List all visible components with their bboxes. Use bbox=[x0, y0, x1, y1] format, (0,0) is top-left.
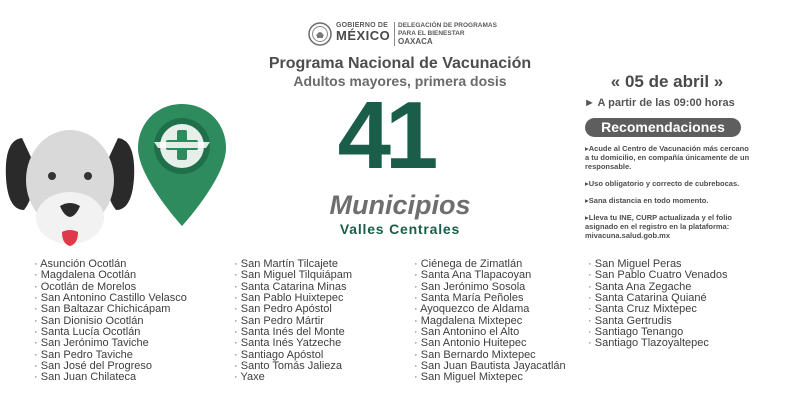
municipality-column-1 bbox=[34, 259, 187, 384]
list-item: · San Antonino Castillo Velasco bbox=[34, 293, 187, 304]
list-item: · San Dionisio Ocotlán bbox=[34, 316, 187, 327]
list-item: · San Pedro Taviche bbox=[34, 350, 187, 361]
location-pin-icon bbox=[136, 102, 228, 228]
list-item: · San Miguel Tilquiápam bbox=[234, 270, 352, 281]
list-item: · San Antonino el Alto bbox=[414, 327, 566, 338]
region-name: Valles Centrales bbox=[339, 221, 461, 237]
list-item: · Magdalena Mixtepec bbox=[414, 316, 566, 327]
program-title: Programa Nacional de Vacunación bbox=[268, 55, 532, 72]
list-item: · Asunción Ocotlán bbox=[34, 259, 187, 270]
government-logo-text bbox=[336, 22, 398, 42]
list-item: · Santa Ana Tlapacoyan bbox=[414, 270, 566, 281]
list-item: · Magdalena Ocotlán bbox=[34, 270, 187, 281]
recommendations-list bbox=[585, 144, 755, 248]
play-arrow-icon: ► bbox=[584, 97, 598, 109]
delegation-line1: DELEGACIÓN DE PROGRAMAS bbox=[398, 22, 497, 29]
recommendation-item: ▸Uso obligatorio y correcto de cubrebocas. bbox=[585, 179, 740, 188]
delegation-line3: OAXACA bbox=[398, 37, 433, 46]
list-item: · San José del Progreso bbox=[34, 361, 187, 372]
gov-big-text: MÉXICO bbox=[336, 28, 391, 43]
list-item: · Santiago Tlazoyaltepec bbox=[588, 338, 727, 349]
list-item: · San Pablo Huixtepec bbox=[234, 293, 352, 304]
list-item: · San Miguel Peras bbox=[588, 259, 727, 270]
municipality-count: 41 bbox=[337, 82, 433, 189]
list-item: · San Jerónimo Taviche bbox=[34, 338, 187, 349]
mexico-seal-icon bbox=[308, 22, 332, 46]
list-item: · San Pedro Apóstol bbox=[234, 304, 352, 315]
time-value: 09:00 horas bbox=[673, 97, 735, 109]
list-item: · Ayoquezco de Aldama bbox=[414, 304, 566, 315]
list-item: · Santa Cruz Mixtepec bbox=[588, 304, 727, 315]
list-item: · San Martín Tilcajete bbox=[234, 259, 352, 270]
list-item: · San Antonio Huitepec bbox=[414, 338, 566, 349]
time-prefix: A partir de las bbox=[597, 97, 671, 109]
recommendation-item: ▸Acude al Centro de Vacunación más cercano a tu domicilio, en compañía únicamente de un responsable. bbox=[585, 144, 750, 171]
list-item: · San Pablo Cuatro Venados bbox=[588, 270, 727, 281]
municipality-column-4 bbox=[588, 259, 727, 350]
municipality-column-3 bbox=[414, 259, 566, 384]
gov-small-text: GOBIERNO DE bbox=[336, 22, 388, 29]
list-item: · Santiago Tenango bbox=[588, 327, 727, 338]
list-item: · Santa María Peñoles bbox=[414, 293, 566, 304]
list-item: · Santa Inés Yatzeche bbox=[234, 338, 352, 349]
recommendation-item: ▸Lleva tu INE, CURP actualizada y el folio asignado en el registro en la plataforma: mivacuna.salud.gob.mx bbox=[585, 213, 732, 240]
recommendations-badge: Recomendaciones bbox=[585, 118, 741, 137]
list-item: · San Miguel Mixtepec bbox=[414, 372, 566, 383]
municipality-column-2 bbox=[234, 259, 352, 384]
municipality-label: Municipios bbox=[329, 190, 471, 220]
list-item: · Santa Catarina Minas bbox=[234, 282, 352, 293]
list-item: · Santa Inés del Monte bbox=[234, 327, 352, 338]
list-item: · San Juan Chilateca bbox=[34, 372, 187, 383]
list-item: · San Pedro Mártir bbox=[234, 316, 352, 327]
program-subtitle: Adultos mayores, primera dosis bbox=[293, 73, 507, 89]
list-item: · Santo Tomás Jalieza bbox=[234, 361, 352, 372]
recommendation-item: ▸Sana distancia en todo momento. bbox=[585, 196, 709, 205]
list-item: · Santiago Apóstol bbox=[234, 350, 352, 361]
start-time bbox=[584, 97, 784, 109]
vaccination-date: « 05 de abril » bbox=[610, 72, 724, 91]
list-item: · Ciénega de Zimatlán bbox=[414, 259, 566, 270]
list-item: · San Baltazar Chichicápam bbox=[34, 304, 187, 315]
delegation-text bbox=[398, 22, 508, 46]
list-item: · Ocotlán de Morelos bbox=[34, 282, 187, 293]
dog-illustration bbox=[4, 118, 136, 258]
list-item: · Santa Gertrudis bbox=[588, 316, 727, 327]
list-item: · Yaxe bbox=[234, 372, 352, 383]
logo-divider bbox=[394, 22, 395, 46]
list-item: · San Juan Bautista Jayacatlán bbox=[414, 361, 566, 372]
list-item: · Santa Catarina Quiané bbox=[588, 293, 727, 304]
delegation-line2: PARA EL BIENESTAR bbox=[398, 30, 465, 37]
list-item: · San Bernardo Mixtepec bbox=[414, 350, 566, 361]
list-item: · Santa Ana Zegache bbox=[588, 282, 727, 293]
list-item: · San Jerónimo Sosola bbox=[414, 282, 566, 293]
list-item: · Santa Lucía Ocotlán bbox=[34, 327, 187, 338]
